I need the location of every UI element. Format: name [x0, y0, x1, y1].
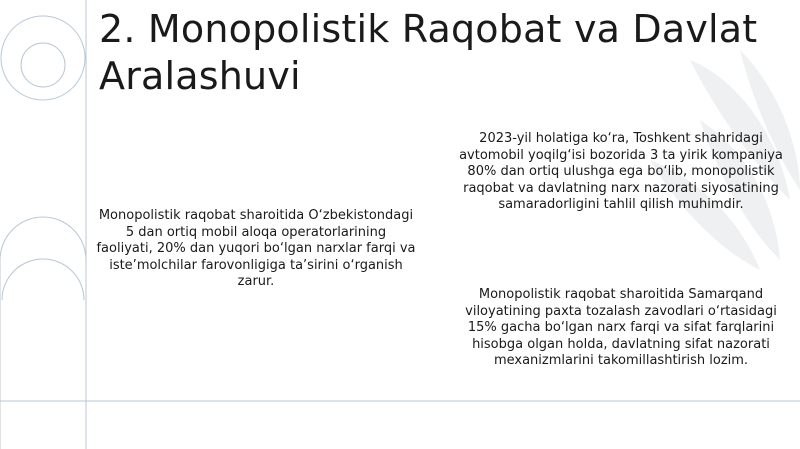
arch-small — [2, 259, 84, 300]
inner-circle — [21, 43, 65, 87]
paragraph-mobile-operators: Monopolistik raqobat sharoitida O‘zbekistondagi 5 dan ortiq mobil aloqa operatorlarining faoliyati, 20% dan yuqori bo‘lgan narxlar farqi va iste’molchilar farovonligiga ta’sirini o‘rganish zarur. — [96, 208, 416, 289]
paragraph-cotton-plants: Monopolistik raqobat sharoitida Samarqand viloyatining paxta tozalash zavodlari o‘rtasidagi 15% gacha bo‘lgan narx farqi va sifat farqlarini hisobga olgan holda, davlatning sifat nazorati mexanizmlarini takomillashtirish lozim. — [465, 287, 777, 368]
paragraph-fuel-market: 2023-yil holatiga ko‘ra, Toshkent shahridagi avtomobil yoqilg‘isi bozorida 3 ta yirik kompaniya 80% dan ortiq ulushga ega bo‘lib, monopolistik raqobat va davlatning narx nazorati siyosatining samaradorligini tahlil qilish muhimdir. — [459, 131, 783, 212]
slide-title: 2. Monopolistik Raqobat va Davlat Aralashuvi — [99, 7, 758, 98]
arch-large — [0, 217, 86, 449]
